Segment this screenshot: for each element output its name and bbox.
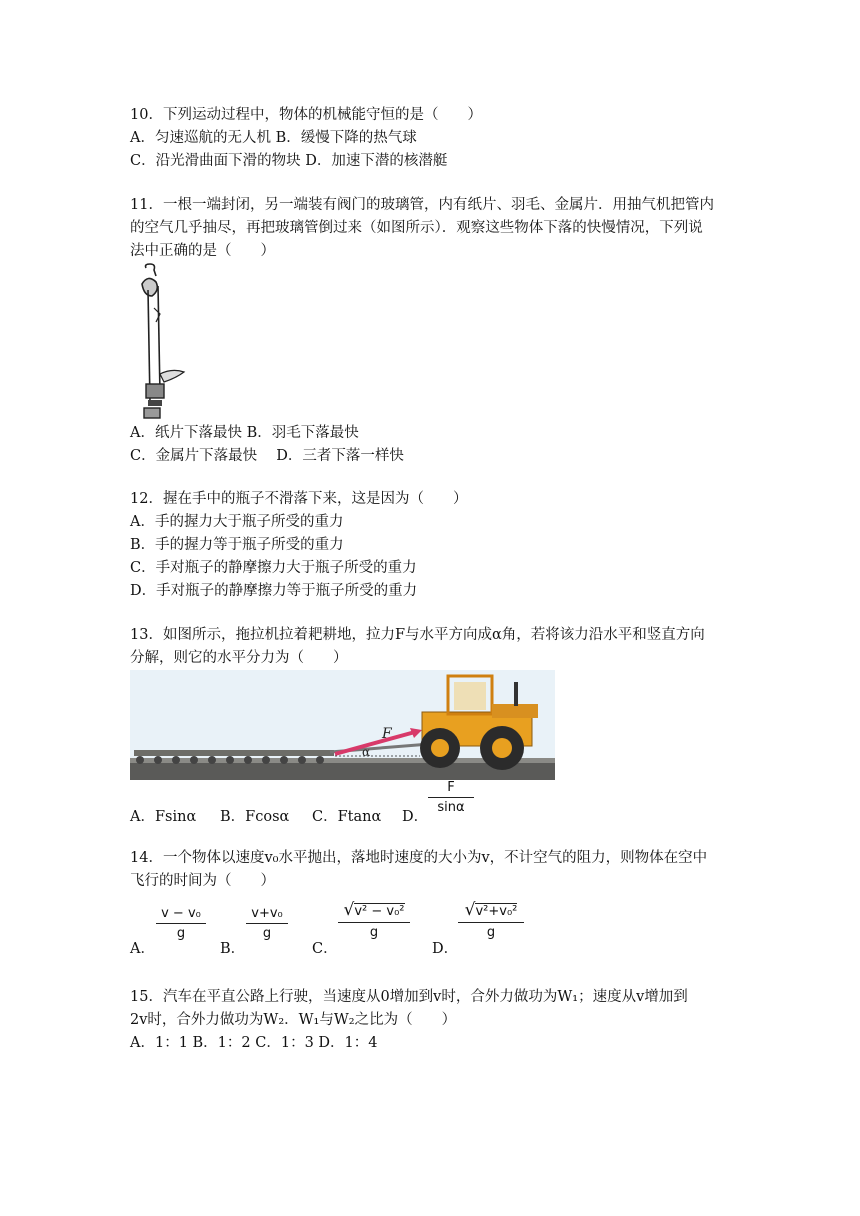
q13-option-d-label: D． — [402, 809, 429, 825]
q14-option-b-label: B． — [220, 941, 246, 957]
q15-stem-line2: 2v时，合外力做功为W₂．W₁与W₂之比为（ ） — [130, 1012, 457, 1028]
q10-options-ab: A．匀速巡航的无人机 B．缓慢下降的热气球 — [130, 130, 417, 146]
q14-option-c-fraction — [338, 900, 410, 940]
q14-option-a-denominator: g — [176, 926, 186, 941]
q13-stem-line2: 分解，则它的水平分力为（ ） — [130, 650, 348, 666]
q11-stem-line3: 法中正确的是（ ） — [130, 243, 275, 259]
q13-option-a: A．Fsinα — [130, 809, 197, 825]
q11-options-cd: C．金属片下落最快 D．三者下落一样快 — [130, 448, 404, 464]
force-label: F — [382, 726, 392, 742]
q12-option-d: D．手对瓶子的静摩擦力等于瓶子所受的重力 — [130, 583, 418, 599]
q11-stem-line1: 11．一根一端封闭，另一端装有阀门的玻璃管，内有纸片、羽毛、金属片．用抽气机把管内 — [130, 197, 714, 213]
q15-options: A．1：1 B．1：2 C．1：3 D．1：4 — [130, 1035, 378, 1051]
q14-option-c-denominator: g — [369, 925, 379, 940]
q13-option-b: B．Fcosα — [220, 809, 290, 825]
q14-option-d-label: D． — [432, 941, 459, 957]
q11-stem-line2: 的空气几乎抽尽，再把玻璃管倒过来（如图所示）．观察这些物体下落的快慢情况，下列说 — [130, 220, 703, 236]
q14-option-a-fraction — [156, 906, 206, 941]
q14-stem-line2: 飞行的时间为（ ） — [130, 873, 275, 889]
q14-option-b-numerator: v+v₀ — [251, 906, 283, 921]
glass-tube-figure — [134, 262, 194, 422]
q13-stem-line1: 13．如图所示，拖拉机拉着耙耕地，拉力F与水平方向成α角，若将该力沿水平和竖直方向 — [130, 627, 705, 643]
q14-stem-line1: 14．一个物体以速度v₀水平抛出，落地时速度的大小为v，不计空气的阻力，则物体在空中 — [130, 850, 708, 866]
q12-option-a: A．手的握力大于瓶子所受的重力 — [130, 514, 344, 530]
q11-options-ab: A．纸片下落最快 B．羽毛下落最快 — [130, 425, 359, 441]
q14-option-c-numerator: √v² − v₀² — [343, 900, 405, 920]
q13-option-c: C．Ftanα — [312, 809, 382, 825]
q14-option-c-label: C． — [312, 941, 338, 957]
q12-option-b: B．手的握力等于瓶子所受的重力 — [130, 537, 344, 553]
q13-option-d-numerator: F — [447, 780, 455, 795]
q14-option-b-fraction — [246, 906, 288, 941]
q10-stem: 10．下列运动过程中，物体的机械能守恒的是（ ） — [130, 107, 482, 123]
q13-option-d-fraction — [428, 780, 474, 815]
q14-option-d-numerator: √v²+v₀² — [464, 900, 518, 920]
q14-option-a-label: A． — [130, 941, 155, 957]
q14-option-d-fraction — [458, 900, 524, 940]
q14-option-a-numerator: v − v₀ — [161, 906, 201, 921]
q14-option-d-denominator: g — [486, 925, 496, 940]
tractor-figure — [130, 670, 555, 780]
q15-stem-line1: 15．汽车在平直公路上行驶，当速度从0增加到v时，合外力做功为W₁；速度从v增加到 — [130, 989, 688, 1005]
q10-options-cd: C．沿光滑曲面下滑的物块 D．加速下潜的核潜艇 — [130, 153, 448, 169]
q13-option-d-denominator: sinα — [437, 800, 465, 815]
q14-option-b-denominator: g — [262, 926, 272, 941]
angle-label: α — [362, 745, 371, 759]
q12-stem: 12．握在手中的瓶子不滑落下来，这是因为（ ） — [130, 491, 468, 507]
q12-option-c: C．手对瓶子的静摩擦力大于瓶子所受的重力 — [130, 560, 417, 576]
